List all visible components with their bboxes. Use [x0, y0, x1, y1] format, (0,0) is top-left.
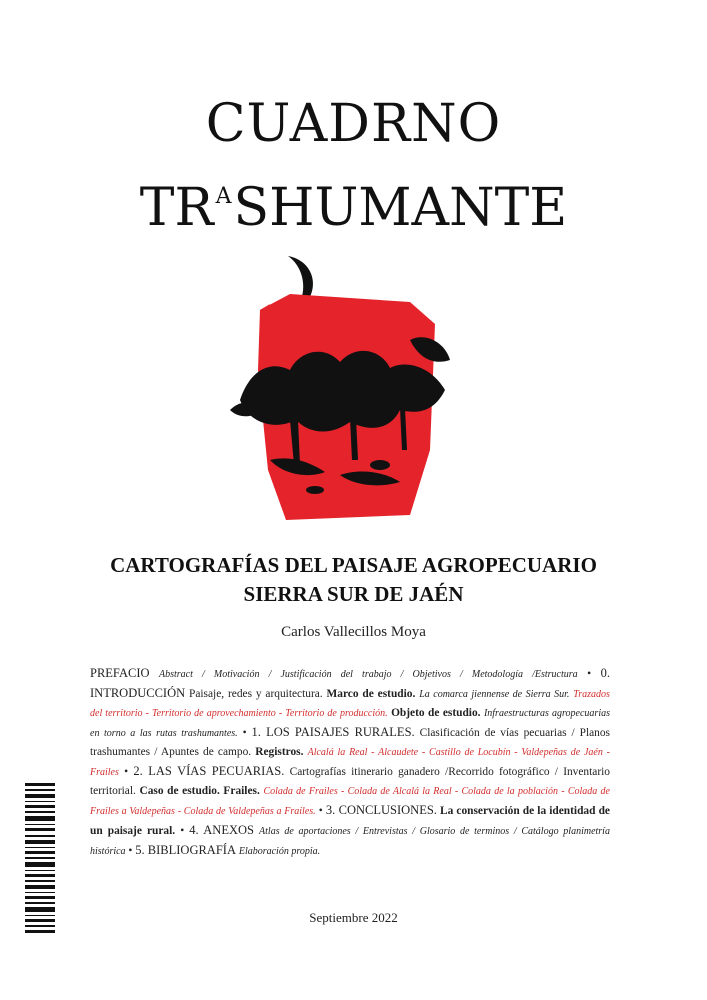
toc-paisajes-red: Alcalá la Real - Alcaudete - Castillo de Locubín - Valdepeñas de Jaén - Frailes — [90, 747, 610, 778]
toc-conclusiones-bold: La conservación de la identidad de un paisaje rural. — [90, 805, 610, 837]
subtitle-line-1: CARTOGRAFÍAS DEL PAISAJE AGROPECUARIO — [110, 553, 597, 577]
title-line-1: CUADRNO — [205, 94, 502, 154]
toc-bibliografia: 5. BIBLIOGRAFÍA — [135, 843, 236, 857]
toc-conclusiones: 3. CONCLUSIONES. — [325, 803, 437, 817]
toc-bullet: • — [124, 766, 129, 778]
title-part-1: TR — [139, 178, 214, 238]
toc-intro-bold-2: Objeto de estudio. — [391, 707, 481, 719]
toc-intro-red: Trazados del territorio - Territorio de aprovechamiento - Territorio de producción. — [90, 689, 610, 719]
date: Septiembre 2022 — [309, 910, 398, 925]
toc-intro-italic: La comarca jiennense de Sierra Sur. — [419, 689, 570, 700]
toc-anexos-items: Atlas de aportaciones / Entrevistas / Glosario de terminos / Catálogo planimetría histórica — [90, 826, 610, 857]
toc-intro-text: Paisaje, redes y arquitectura. — [189, 688, 323, 700]
toc-vias-bold: Caso de estudio. Frailes. — [139, 785, 260, 797]
subtitle-line-2: SIERRA SUR DE JAÉN — [243, 582, 464, 606]
toc-paisajes: 1. LOS PAISAJES RURALES. — [251, 725, 415, 739]
toc-bullet: • — [587, 668, 592, 680]
toc-bullet: • — [128, 845, 133, 857]
toc-paisajes-text: Clasificación de vías pecuarias / Planos trashumantes / Apuntes de campo. — [90, 727, 610, 758]
toc-vias-text: Cartografías itinerario ganadero /Recorrido fotográfico / Inventario territorial. — [90, 766, 611, 797]
toc-prefacio: PREFACIO — [90, 666, 150, 680]
title-small-a: A — [215, 184, 232, 209]
toc-vias: 2. LAS VÍAS PECUARIAS. — [133, 764, 285, 778]
toc-paisajes-bold: Registros. — [255, 746, 304, 758]
toc-vias-red: Colada de Frailes - Colada de Alcalá la Real - Colada de la población - Colada de Frailes a Valdepeñas - Colada de Valdepeñas a Frailes. — [90, 786, 610, 817]
toc-anexos: 4. ANEXOS — [189, 823, 254, 837]
title-line-2 — [0, 178, 707, 238]
author: Carlos Vallecillos Moya — [281, 624, 426, 640]
toc-bibliografia-italic: Elaboración propia. — [238, 846, 321, 857]
toc-intro-italic-2: Infraestructuras agropecuarias en torno a las rutas trashumantes. — [90, 708, 610, 739]
table-of-contents — [90, 664, 610, 861]
toc-bullet: • — [242, 727, 247, 739]
toc-prefacio-items: Abstract / Motivación / Justificación del trabajo / Objetivos / Metodología /Estructura — [159, 669, 578, 680]
toc-intro-bold: Marco de estudio. — [326, 688, 416, 700]
cover-illustration — [230, 250, 460, 530]
toc-introduccion: 0. INTRODUCCIÓN — [90, 666, 610, 700]
toc-bullet: • — [180, 825, 185, 837]
title-part-2: SHUMANTE — [233, 178, 568, 238]
toc-bullet: • — [318, 805, 323, 817]
